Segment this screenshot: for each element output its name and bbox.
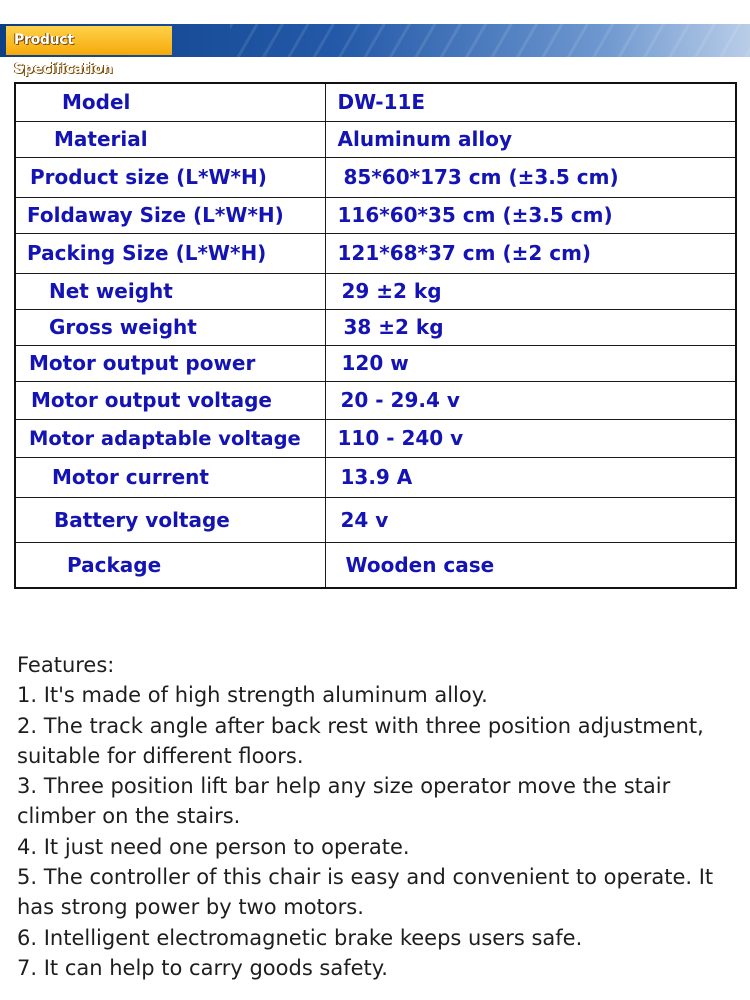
features-heading: Features: [17,653,115,677]
table-row [15,345,736,381]
spec-value-motor-adaptable-voltage: 110 - 240 v [325,419,736,457]
spec-label-battery-voltage: Battery voltage [15,497,325,542]
table-row [15,83,736,121]
spec-label-model: Model [15,83,325,121]
feature-item: 3. Three position lift bar help any size operator move the stair climber on the stairs. [17,774,671,829]
feature-item: 2. The track angle after back rest with three position adjustment, suitable for different floors. [17,713,704,768]
feature-item: 1. It's made of high strength aluminum alloy. [17,683,488,708]
feature-item: 4. It just need one person to operate. [17,834,410,859]
spec-label-motor-output-power: Motor output power [15,345,325,381]
features-section [17,650,747,983]
table-row [15,309,736,345]
spec-label-product-size: Product size (L*W*H) [15,157,325,197]
table-row [15,233,736,273]
spec-table [14,82,737,589]
spec-label-material: Material [15,121,325,157]
spec-label-net-weight: Net weight [15,273,325,309]
spec-banner [0,24,750,77]
spec-value-material: Aluminum alloy [325,121,736,157]
spec-value-net-weight: 29 ±2 kg [325,273,736,309]
table-row [15,157,736,197]
spec-label-packing-size: Packing Size (L*W*H) [15,233,325,273]
table-row [15,273,736,309]
spec-value-packing-size: 121*68*37 cm (±2 cm) [325,233,736,273]
spec-label-package: Package [15,542,325,588]
spec-label-motor-output-voltage: Motor output voltage [15,381,325,419]
spec-label-motor-adaptable-voltage: Motor adaptable voltage [15,419,325,457]
spec-label-gross-weight: Gross weight [15,309,325,345]
table-row [15,457,736,497]
spec-value-motor-output-voltage: 20 - 29.4 v [325,381,736,419]
feature-item: 5. The controller of this chair is easy and convenient to operate. It has strong power by two motors. [17,865,714,920]
table-row [15,197,736,233]
spec-value-package: Wooden case [325,542,736,588]
spec-label-motor-current: Motor current [15,457,325,497]
spec-value-battery-voltage: 24 v [325,497,736,542]
table-row [15,497,736,542]
spec-value-motor-current: 13.9 A [325,457,736,497]
table-row [15,121,736,157]
feature-item: 6. Intelligent electromagnetic brake keeps users safe. [17,925,583,950]
spec-value-motor-output-power: 120 w [325,345,736,381]
spec-label-foldaway-size: Foldaway Size (L*W*H) [15,197,325,233]
spec-value-model: DW-11E [325,83,736,121]
table-row [15,419,736,457]
banner-decoration [230,24,750,57]
spec-value-product-size: 85*60*173 cm (±3.5 cm) [325,157,736,197]
spec-value-gross-weight: 38 ±2 kg [325,309,736,345]
table-row [15,542,736,588]
banner-title: Product Specification [6,26,172,55]
feature-item: 7. It can help to carry goods safety. [17,955,388,980]
table-row [15,381,736,419]
spec-value-foldaway-size: 116*60*35 cm (±3.5 cm) [325,197,736,233]
